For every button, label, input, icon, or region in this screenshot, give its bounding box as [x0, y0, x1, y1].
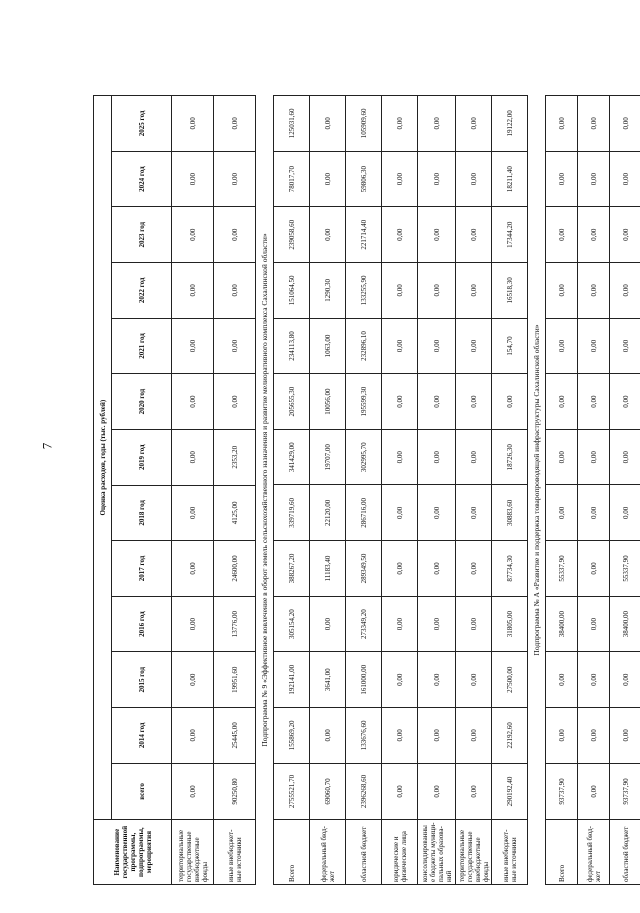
table-row: [456, 96, 492, 885]
value-cell: 0,00: [578, 763, 610, 820]
value-cell: 0,00: [172, 485, 214, 541]
subprogram-9-table: [273, 95, 528, 885]
value-cell: 0,00: [418, 652, 456, 708]
value-cell: 0,00: [456, 96, 492, 152]
column-header-year: 2018 год: [112, 485, 172, 541]
value-cell: 0,00: [310, 708, 346, 764]
row-label: территориальные государственные внебюджетные фонды: [172, 820, 214, 885]
value-cell: 0,00: [214, 151, 256, 207]
value-cell: 0,00: [172, 763, 214, 820]
value-cell: 388267,20: [274, 541, 310, 597]
value-cell: 0,00: [578, 485, 610, 541]
value-cell: 10056,00: [310, 374, 346, 430]
value-cell: 0,00: [578, 652, 610, 708]
value-cell: 0,00: [418, 207, 456, 263]
value-cell: 0,00: [610, 263, 640, 319]
value-cell: 0,00: [172, 652, 214, 708]
value-cell: 125031,60: [274, 96, 310, 152]
table-row: [346, 96, 382, 885]
value-cell: 19707,00: [310, 429, 346, 485]
value-cell: 87734,30: [492, 541, 528, 597]
value-cell: 232896,10: [346, 318, 382, 374]
column-header-year: 2023 год: [112, 207, 172, 263]
value-cell: 0,00: [172, 541, 214, 597]
value-cell: 0,00: [310, 151, 346, 207]
value-cell: 69060,70: [310, 763, 346, 820]
value-cell: 234113,80: [274, 318, 310, 374]
column-header-name: Наименование государственной программы, подпрограммы, мероприятия: [94, 820, 172, 885]
value-cell: 341429,00: [274, 429, 310, 485]
column-header-year: 2016 год: [112, 596, 172, 652]
column-header-year: 2025 год: [112, 96, 172, 152]
column-header-year: 2014 год: [112, 708, 172, 764]
row-label: областной бюджет: [346, 820, 382, 885]
value-cell: 0,00: [418, 151, 456, 207]
value-cell: 0,00: [172, 207, 214, 263]
value-cell: 16518,30: [492, 263, 528, 319]
value-cell: 0,00: [382, 263, 418, 319]
row-label: консолидированные бюджеты муници-пальных образова-ний: [418, 820, 456, 885]
value-cell: 0,00: [382, 485, 418, 541]
value-cell: 78017,70: [274, 151, 310, 207]
value-cell: 2396268,60: [346, 763, 382, 820]
value-cell: 0,00: [382, 541, 418, 597]
value-cell: 0,00: [578, 151, 610, 207]
subprogram-a-title: Подпрограмма № А «Развитие и поддержка товаропроводящей инфраструктуры Сахалинской области»: [532, 324, 541, 656]
value-cell: 0,00: [546, 485, 578, 541]
value-cell: 0,00: [546, 151, 578, 207]
value-cell: 0,00: [546, 429, 578, 485]
value-cell: 31805,00: [492, 596, 528, 652]
value-cell: 0,00: [214, 207, 256, 263]
row-label: иные внебюджет-ные источники: [214, 820, 256, 885]
value-cell: 239058,60: [274, 207, 310, 263]
value-cell: 0,00: [310, 207, 346, 263]
value-cell: 0,00: [610, 96, 640, 152]
value-cell: 0,00: [456, 318, 492, 374]
value-cell: 0,00: [172, 374, 214, 430]
value-cell: 0,00: [546, 374, 578, 430]
value-cell: 0,00: [214, 96, 256, 152]
value-cell: 286716,00: [346, 485, 382, 541]
value-cell: 0,00: [214, 318, 256, 374]
value-cell: 0,00: [456, 151, 492, 207]
value-cell: 0,00: [546, 708, 578, 764]
row-label: федеральный бюд-жет: [578, 820, 610, 885]
value-cell: 0,00: [418, 374, 456, 430]
value-cell: 0,00: [610, 652, 640, 708]
value-cell: 0,00: [418, 263, 456, 319]
value-cell: 0,00: [310, 96, 346, 152]
value-cell: 0,00: [382, 763, 418, 820]
value-cell: 0,00: [610, 429, 640, 485]
value-cell: 4125,00: [214, 485, 256, 541]
column-header-year: 2019 год: [112, 429, 172, 485]
value-cell: 0,00: [172, 429, 214, 485]
value-cell: 38400,00: [546, 596, 578, 652]
value-cell: 18726,30: [492, 429, 528, 485]
value-cell: 0,00: [578, 318, 610, 374]
value-cell: 0,00: [578, 541, 610, 597]
value-cell: 2353,20: [214, 429, 256, 485]
row-label: юридические и физические лица: [382, 820, 418, 885]
row-label: федеральный бюд-жет: [310, 820, 346, 885]
value-cell: 0,00: [418, 96, 456, 152]
value-cell: 221714,40: [346, 207, 382, 263]
value-cell: 18211,40: [492, 151, 528, 207]
value-cell: 1063,00: [310, 318, 346, 374]
value-cell: 0,00: [492, 374, 528, 430]
value-cell: 93737,90: [610, 763, 640, 820]
value-cell: 305154,20: [274, 596, 310, 652]
value-cell: 0,00: [578, 207, 610, 263]
table-row: [418, 96, 456, 885]
value-cell: 0,00: [382, 429, 418, 485]
value-cell: 192141,00: [274, 652, 310, 708]
value-cell: 0,00: [418, 708, 456, 764]
table-row: [274, 96, 310, 885]
value-cell: 0,00: [214, 374, 256, 430]
value-cell: 155869,20: [274, 708, 310, 764]
subprogram-9-title: Подпрограмма № 9 «Эффективное вовлечение в оборот земель сельскохозяйственного назначения и развитие мелиоративного комплекса Сахалинской области»: [260, 233, 269, 747]
table-row: [310, 96, 346, 885]
value-cell: 302995,70: [346, 429, 382, 485]
value-cell: 0,00: [578, 374, 610, 430]
value-cell: 0,00: [610, 207, 640, 263]
value-cell: 290192,40: [492, 763, 528, 820]
value-cell: 133255,90: [346, 263, 382, 319]
table-row: [382, 96, 418, 885]
column-header-year: 2024 год: [112, 151, 172, 207]
value-cell: 0,00: [382, 151, 418, 207]
row-label: Всего: [274, 820, 310, 885]
row-label: Всего: [546, 820, 578, 885]
table-row: [546, 96, 578, 885]
value-cell: 0,00: [578, 596, 610, 652]
value-cell: 0,00: [382, 207, 418, 263]
value-cell: 0,00: [418, 763, 456, 820]
value-cell: 0,00: [456, 374, 492, 430]
value-cell: 24600,00: [214, 541, 256, 597]
table-row: [214, 96, 256, 885]
value-cell: 195599,30: [346, 374, 382, 430]
value-cell: 0,00: [610, 151, 640, 207]
subprogram-a-table: [545, 95, 640, 885]
value-cell: 339719,60: [274, 485, 310, 541]
value-cell: 0,00: [214, 263, 256, 319]
value-cell: 0,00: [456, 485, 492, 541]
header-table: [93, 95, 256, 885]
value-cell: 0,00: [418, 596, 456, 652]
column-header-year: всего: [112, 763, 172, 820]
value-cell: 161000,00: [346, 652, 382, 708]
column-header-year: 2020 год: [112, 374, 172, 430]
value-cell: 0,00: [546, 652, 578, 708]
value-cell: 19122,00: [492, 96, 528, 152]
value-cell: 25445,00: [214, 708, 256, 764]
rotated-page-content: [93, 95, 633, 885]
value-cell: 55337,90: [546, 541, 578, 597]
value-cell: 0,00: [456, 652, 492, 708]
table-row: [492, 96, 528, 885]
value-cell: 0,00: [172, 318, 214, 374]
value-cell: 0,00: [172, 263, 214, 319]
value-cell: 0,00: [546, 96, 578, 152]
value-cell: 27500,00: [492, 652, 528, 708]
value-cell: 0,00: [418, 429, 456, 485]
value-cell: 0,00: [382, 652, 418, 708]
table-row: [578, 96, 610, 885]
value-cell: 289349,50: [346, 541, 382, 597]
column-header-year: 2015 год: [112, 652, 172, 708]
value-cell: 22192,60: [492, 708, 528, 764]
value-cell: 0,00: [610, 708, 640, 764]
column-header-year: 2021 год: [112, 318, 172, 374]
value-cell: 3641,00: [310, 652, 346, 708]
value-cell: 0,00: [310, 596, 346, 652]
value-cell: 38400,00: [610, 596, 640, 652]
column-header-expenses: Оценка расходов, годы (тыс. рублей): [94, 96, 112, 820]
value-cell: 205655,30: [274, 374, 310, 430]
value-cell: 17344,20: [492, 207, 528, 263]
value-cell: 0,00: [578, 708, 610, 764]
value-cell: 0,00: [456, 763, 492, 820]
value-cell: 1290,30: [310, 263, 346, 319]
row-label: областной бюджет: [610, 820, 640, 885]
value-cell: 0,00: [418, 318, 456, 374]
value-cell: 0,00: [382, 596, 418, 652]
value-cell: 0,00: [456, 263, 492, 319]
value-cell: 90250,80: [214, 763, 256, 820]
value-cell: 105909,60: [346, 96, 382, 152]
value-cell: 0,00: [382, 374, 418, 430]
value-cell: 154,70: [492, 318, 528, 374]
value-cell: 0,00: [172, 151, 214, 207]
row-label: иные внебюджет-ные источники: [492, 820, 528, 885]
value-cell: 0,00: [610, 374, 640, 430]
column-header-year: 2017 год: [112, 541, 172, 597]
value-cell: 0,00: [172, 96, 214, 152]
value-cell: 0,00: [456, 541, 492, 597]
value-cell: 13776,00: [214, 596, 256, 652]
column-header-year: 2022 год: [112, 263, 172, 319]
value-cell: 0,00: [578, 263, 610, 319]
value-cell: 0,00: [456, 708, 492, 764]
value-cell: 30883,60: [492, 485, 528, 541]
value-cell: 0,00: [382, 318, 418, 374]
value-cell: 19951,60: [214, 652, 256, 708]
value-cell: 151064,50: [274, 263, 310, 319]
value-cell: 0,00: [546, 318, 578, 374]
value-cell: 11183,40: [310, 541, 346, 597]
value-cell: 0,00: [610, 485, 640, 541]
value-cell: 0,00: [610, 318, 640, 374]
value-cell: 0,00: [546, 263, 578, 319]
value-cell: 2755521,70: [274, 763, 310, 820]
row-label: территориальные государственные внебюджетные фонды: [456, 820, 492, 885]
value-cell: 0,00: [456, 596, 492, 652]
value-cell: 55337,90: [610, 541, 640, 597]
value-cell: 0,00: [172, 708, 214, 764]
table-row: [172, 96, 214, 885]
value-cell: 59806,30: [346, 151, 382, 207]
value-cell: 0,00: [456, 429, 492, 485]
value-cell: 133676,60: [346, 708, 382, 764]
value-cell: 0,00: [382, 708, 418, 764]
page-number: 7: [39, 442, 55, 450]
value-cell: 93737,90: [546, 763, 578, 820]
value-cell: 0,00: [456, 207, 492, 263]
value-cell: 0,00: [418, 485, 456, 541]
table-row: [610, 96, 640, 885]
value-cell: 0,00: [172, 596, 214, 652]
value-cell: 0,00: [578, 429, 610, 485]
value-cell: 0,00: [418, 541, 456, 597]
value-cell: 0,00: [578, 96, 610, 152]
value-cell: 22120,00: [310, 485, 346, 541]
value-cell: 273349,20: [346, 596, 382, 652]
value-cell: 0,00: [382, 96, 418, 152]
value-cell: 0,00: [546, 207, 578, 263]
